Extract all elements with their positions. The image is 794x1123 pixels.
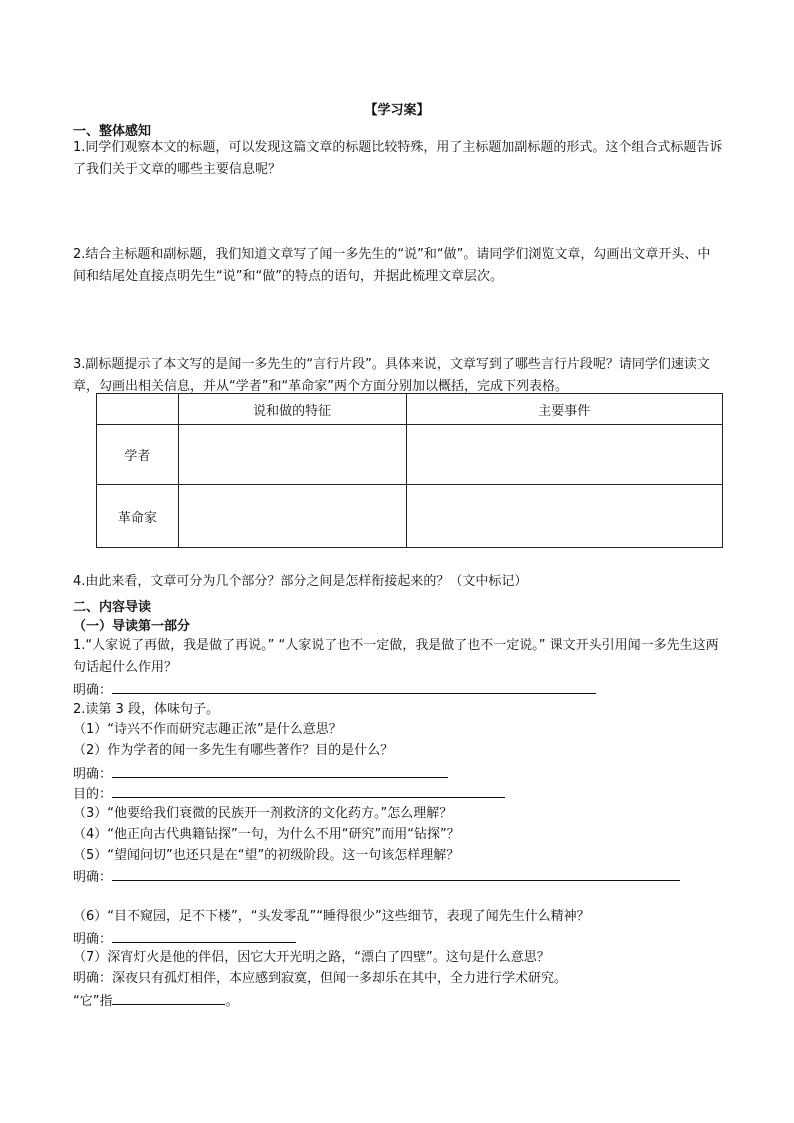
question-6-4: （4）“他正向古代典籍钻探”一句，为什么不用“研究”而用“钻探”？: [73, 827, 460, 842]
table-cell-blank[interactable]: [178, 425, 406, 485]
section-reading: 二、内容导读: [73, 600, 152, 615]
answer-blank[interactable]: [112, 866, 680, 881]
purpose-line: [73, 783, 505, 805]
answer-text: 明确：深夜只有孤灯相伴，本应感到寂寞，但闻一多却乐在其中，全力进行学术研究。: [73, 971, 568, 986]
question-6: 2.读第 3 段，体味句子。: [73, 702, 219, 717]
table-header-cell: 说和做的特征: [178, 394, 406, 425]
question-6-1: （1）“诗兴不作而研究志趣正浓”是什么意思？: [73, 722, 342, 737]
question-3: 3.副标题提示了本文写的是闻一多先生的“言行片段”。具体来说，文章写到了哪些言行片段呢？请同学们速读文章，勾画出相关信息，并从“学者”和“革命家”两个方面分别加以概括，完成下列表格。: [73, 357, 710, 394]
table-cell-blank[interactable]: [406, 485, 723, 548]
table-cell-blank[interactable]: [178, 485, 406, 548]
purpose-label: 目的：: [73, 787, 113, 802]
table-cell-blank[interactable]: [406, 425, 723, 485]
answer-blank[interactable]: [112, 679, 596, 694]
answer-line: [73, 866, 680, 888]
answer-label: 明确：: [73, 767, 113, 782]
answer-line: [73, 928, 296, 950]
subsection-part-one: （一）导读第一部分: [73, 619, 191, 634]
table-header-cell: 主要事件: [406, 394, 723, 425]
question-1: 1.同学们观察本文的标题，可以发现这篇文章的标题比较特殊，用了主标题加副标题的形式。这个组合式标题告诉了我们关于文章的哪些主要信息呢？: [73, 140, 723, 177]
question-5: 1.“人家说了再做，我是做了再说。” “人家说了也不一定做，我是做了也不一定说。” 课文开头引用闻一多先生这两句话起什么作用？: [73, 638, 719, 675]
section-overall: 一、整体感知: [73, 124, 152, 139]
question-2: 2.结合主标题和副标题，我们知道文章写了闻一多先生的“说”和“做”。请同学们浏览文章，勾画出文章开头、中间和结尾处直接点明先生“说”和“做”的特点的语句，并据此梳理文章层次。: [73, 247, 711, 284]
summary-table: [96, 393, 723, 548]
it-refers-line: [73, 990, 239, 1012]
it-refers-label: “它”指: [73, 994, 113, 1009]
it-refers-blank[interactable]: [112, 990, 225, 1005]
table-header-row: [97, 394, 723, 425]
table-row-label: 学者: [97, 425, 179, 485]
table-row: [97, 425, 723, 485]
doc-title: 【学习案】: [364, 103, 430, 118]
answer-label: 明确：: [73, 932, 113, 947]
question-6-3: （3）“他要给我们衰微的民族开一剂救济的文化药方。”怎么理解？: [73, 806, 453, 821]
question-6-5: （5）“望闻问切”也还只是在“望”的初级阶段。这一句该怎样理解？: [73, 848, 460, 863]
answer-line: [73, 679, 596, 701]
table-header-cell: [97, 394, 179, 425]
table-row: [97, 485, 723, 548]
question-6-7: （7）深宵灯火是他的伴侣，因它大开光明之路，“漂白了四壁”。这句是什么意思？: [73, 950, 550, 965]
question-4: 4.由此来看，文章可分为几个部分？部分之间是怎样衔接起来的？（文中标记）: [73, 574, 528, 589]
it-refers-period: 。: [225, 994, 239, 1009]
table-row-label: 革命家: [97, 485, 179, 548]
answer-line: [73, 763, 448, 785]
answer-blank[interactable]: [112, 763, 448, 778]
answer-label: 明确：: [73, 870, 113, 885]
question-6-6: （6）“目不窥园，足不下楼”，“头发零乱”“睡得很少”这些细节，表现了闻先生什么精神？: [73, 909, 590, 924]
answer-blank[interactable]: [112, 928, 296, 943]
answer-label: 明确：: [73, 683, 113, 698]
purpose-blank[interactable]: [112, 783, 505, 798]
question-6-2: （2）作为学者的闻一多先生有哪些著作？目的是什么？: [73, 743, 394, 758]
